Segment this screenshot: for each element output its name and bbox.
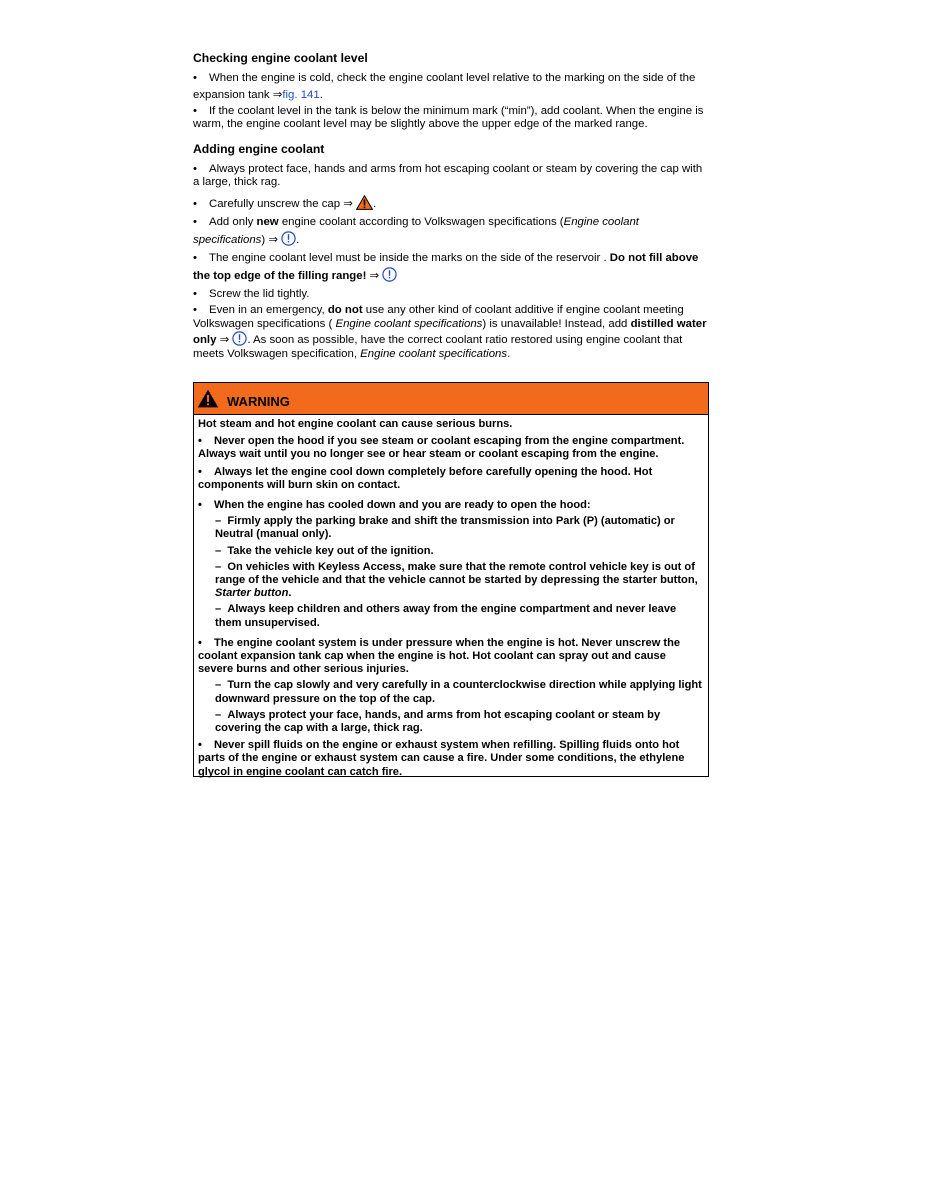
warning-subitem: – Always keep children and others away from the engine compartment and never leave them unsupervised. xyxy=(215,603,677,629)
note-circle-icon[interactable] xyxy=(281,231,296,246)
bullet-check-cold: • When the engine is cold, check the engine coolant level relative to the marking on the side of the expansion tank ⇒fig. 141. xyxy=(193,72,696,101)
warning-subitem: – Firmly apply the parking brake and shift the transmission into Park (P) (automatic) or Neutral (manual only). xyxy=(215,515,675,541)
warning-item: • When the engine has cooled down and you are ready to open the hood: xyxy=(198,499,591,512)
warning-box xyxy=(193,382,709,777)
warning-item: • Always let the engine cool down completely before carefully opening the hood. Hot components will burn skin on contact. xyxy=(198,465,653,491)
warning-subitem: – On vehicles with Keyless Access, make sure that the remote control vehicle key is out of range of the vehicle and that the vehicle cannot be started by depressing the starter button, Starter button. xyxy=(215,560,698,600)
section-heading-adding: Adding engine coolant xyxy=(193,141,325,156)
warning-subitem: – Take the vehicle key out of the ignition. xyxy=(215,544,434,557)
bullet-level-marks: • The engine coolant level must be inside the marks on the side of the reservoir . Do not fill above the top edge of the filling range! ⇒ xyxy=(193,251,699,282)
manual-page xyxy=(193,50,709,361)
warning-item: • Never spill fluids on the engine or exhaust system when refilling. Spilling fluids onto hot parts of the engine or exhaust system can cause a fire. Under some conditions, the ethylene glycol in engine coolant can catch fire. xyxy=(198,739,685,778)
warning-triangle-icon xyxy=(197,389,219,408)
bullet-screw-lid: • Screw the lid tightly. xyxy=(193,287,310,300)
warning-subitem: – Turn the cap slowly and very carefully in a counterclockwise direction while applying light downward pressure on the top of the cap. xyxy=(215,679,702,705)
warning-title: WARNING xyxy=(227,394,290,409)
warning-item: • Never open the hood if you see steam or coolant escaping from the engine compartment. Always wait until you no longer see or hear steam or coolant escaping from the engine. xyxy=(198,435,685,461)
bullet-protect-face: • Always protect face, hands and arms from hot escaping coolant or steam by covering the cap with a large, thick rag. xyxy=(193,162,703,189)
warning-header xyxy=(194,383,708,415)
warning-item: • The engine coolant system is under pressure when the engine is hot. Never unscrew the coolant expansion tank cap when the engine is hot. Hot coolant can spray out and cause severe burns and other serious injuries. xyxy=(198,636,681,676)
warning-body xyxy=(194,415,708,779)
note-circle-icon[interactable] xyxy=(382,267,397,282)
fig-141-link[interactable]: fig. 141 xyxy=(282,89,320,101)
note-circle-icon[interactable] xyxy=(232,331,247,346)
warning-subitem: – Always protect your face, hands, and arms from hot escaping coolant or steam by covering the cap with a large, thick rag. xyxy=(215,708,661,735)
bullet-below-min: • If the coolant level in the tank is below the minimum mark (“min”), add coolant. When the engine is warm, the engine coolant level may be slightly above the upper edge of the marked range. xyxy=(193,105,704,131)
bullet-unscrew-cap: • Carefully unscrew the cap ⇒ . xyxy=(193,195,709,213)
bullet-emergency: • Even in an emergency, do not use any other kind of coolant additive if engine coolant meeting Volkswagen specifications ( Engine coolant specifications) is unavailable! Instead, add distilled water only ⇒ . As soon as possible, have the correct coolant ratio restored using engine coolant that meets Volkswagen specification, Engine coolant specifications. xyxy=(193,303,707,360)
section-heading-checking: Checking engine coolant level xyxy=(193,51,368,65)
warning-lead: Hot steam and hot engine coolant can cause serious burns. xyxy=(198,418,513,430)
warning-triangle-icon[interactable] xyxy=(356,195,373,210)
bullet-add-new-coolant: • Add only new engine coolant according to Volkswagen specifications (Engine coolant specifications) ⇒ . xyxy=(193,215,639,246)
